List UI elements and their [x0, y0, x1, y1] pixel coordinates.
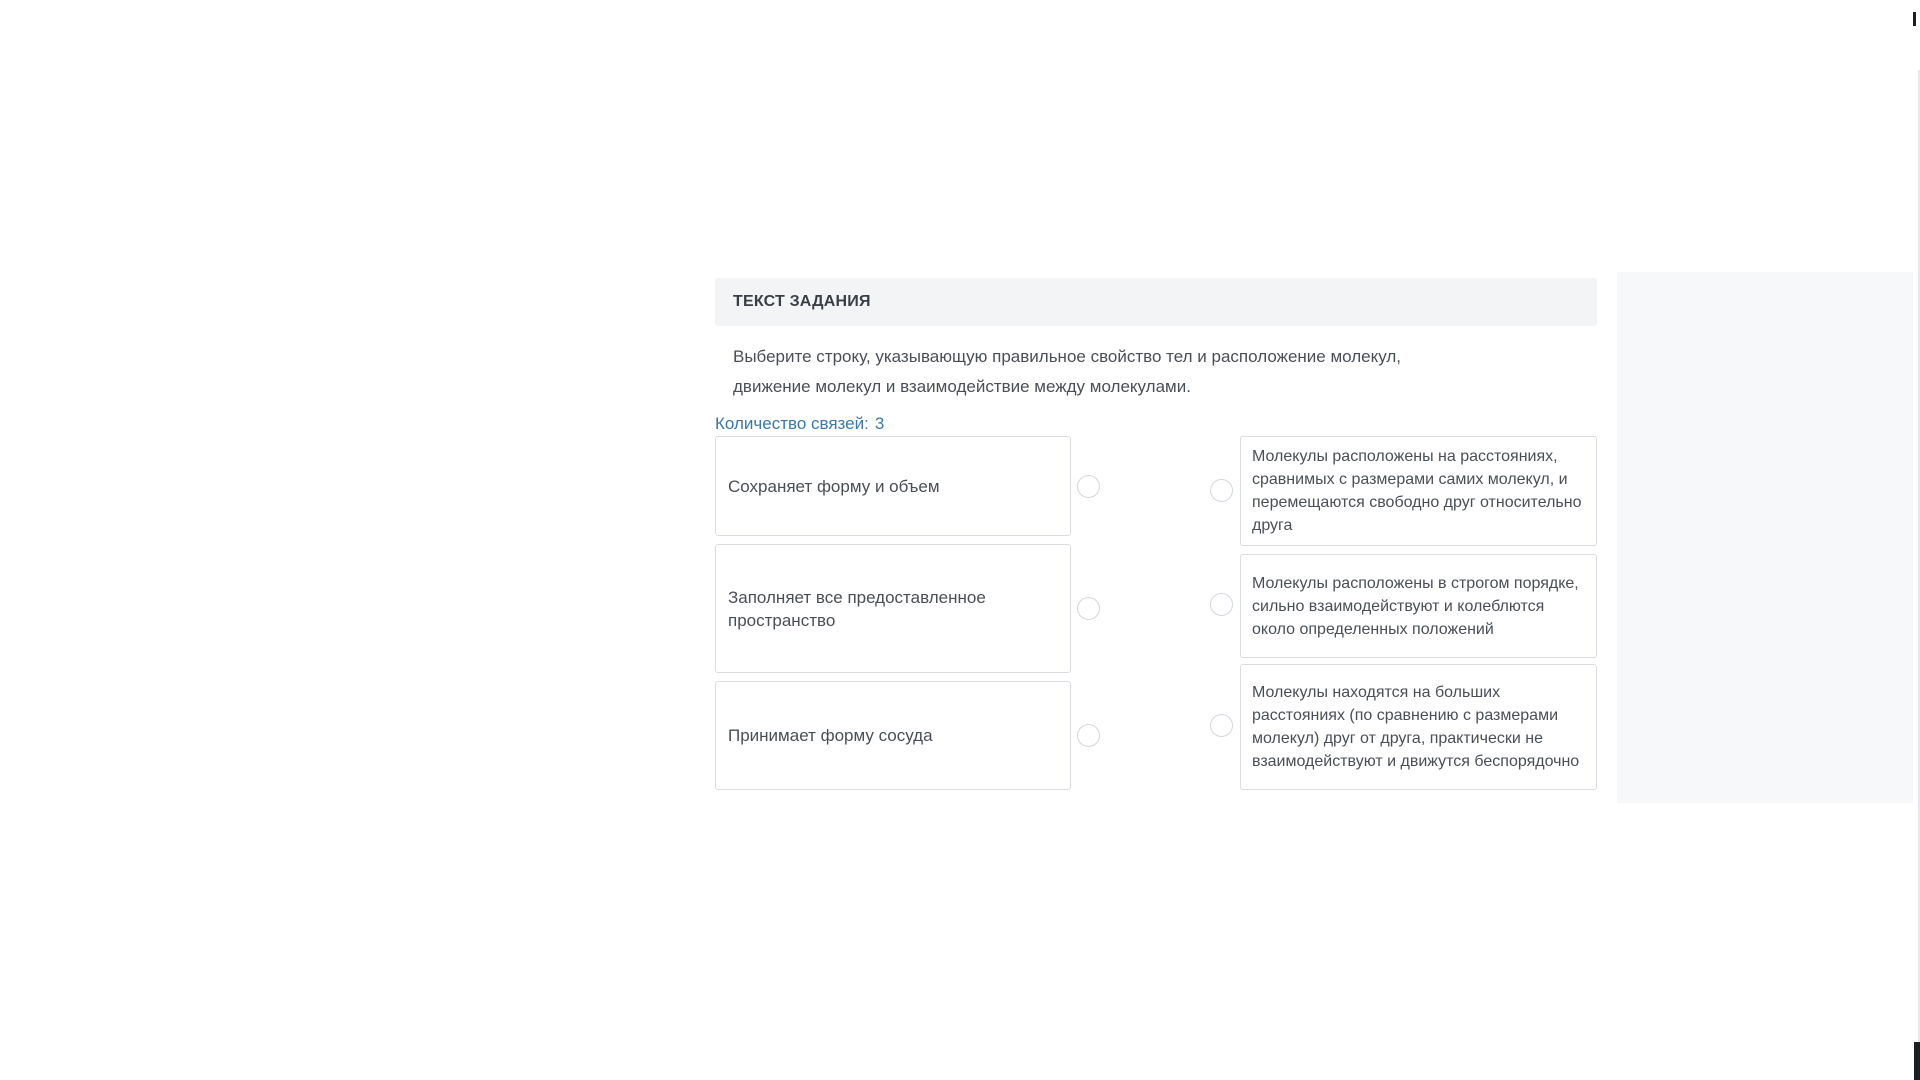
- left-item-3[interactable]: [715, 681, 1071, 790]
- left-item-label: Заполняет все предоставленное пространство: [728, 587, 986, 630]
- right-connector-radio-1[interactable]: [1210, 479, 1233, 502]
- links-count-value: 3: [874, 414, 885, 433]
- task-header: ТЕКСТ ЗАДАНИЯ: [715, 278, 1597, 326]
- side-panel: [1617, 272, 1913, 803]
- task-block: [715, 278, 1597, 792]
- right-item-3[interactable]: [1240, 664, 1597, 790]
- scrollbar-cap-top: [1913, 12, 1916, 26]
- right-item-1[interactable]: [1240, 436, 1597, 546]
- left-item-2[interactable]: [715, 544, 1071, 673]
- task-text-line-1: Выберите строку, указывающую правильное свойство тел и расположение молекул,: [733, 347, 1402, 366]
- scrollbar-cap-bottom: [1914, 1042, 1920, 1080]
- right-connector-radio-3[interactable]: [1210, 714, 1233, 737]
- links-count: [715, 414, 1597, 434]
- left-connector-radio-1[interactable]: [1077, 475, 1100, 498]
- matching-area: [715, 436, 1597, 792]
- task-text-line-2: движение молекул и взаимодействие между молекулами.: [733, 377, 1191, 396]
- task-text: [715, 326, 1435, 402]
- right-item-2[interactable]: [1240, 554, 1597, 658]
- right-item-label: Молекулы расположены в строгом порядке, сильно взаимодействуют и колеблются около определенных положений: [1252, 574, 1579, 638]
- left-item-1[interactable]: [715, 436, 1071, 536]
- left-connector-radio-3[interactable]: [1077, 724, 1100, 747]
- right-item-label: Молекулы расположены на расстояниях, сравнимых с размерами самих молекул, и перемещаются свободно друг относительно друга: [1252, 448, 1582, 534]
- right-item-label: Молекулы находятся на больших расстояниях (по сравнению с размерами молекул) друг от друга, практически не взаимодействуют и движутся беспорядочно: [1252, 684, 1580, 770]
- left-connector-radio-2[interactable]: [1077, 597, 1100, 620]
- links-count-label: Количество связей:: [715, 414, 869, 433]
- left-item-label: Принимает форму сосуда: [728, 726, 933, 745]
- left-item-label: Сохраняет форму и объем: [728, 476, 940, 496]
- right-connector-radio-2[interactable]: [1210, 593, 1233, 616]
